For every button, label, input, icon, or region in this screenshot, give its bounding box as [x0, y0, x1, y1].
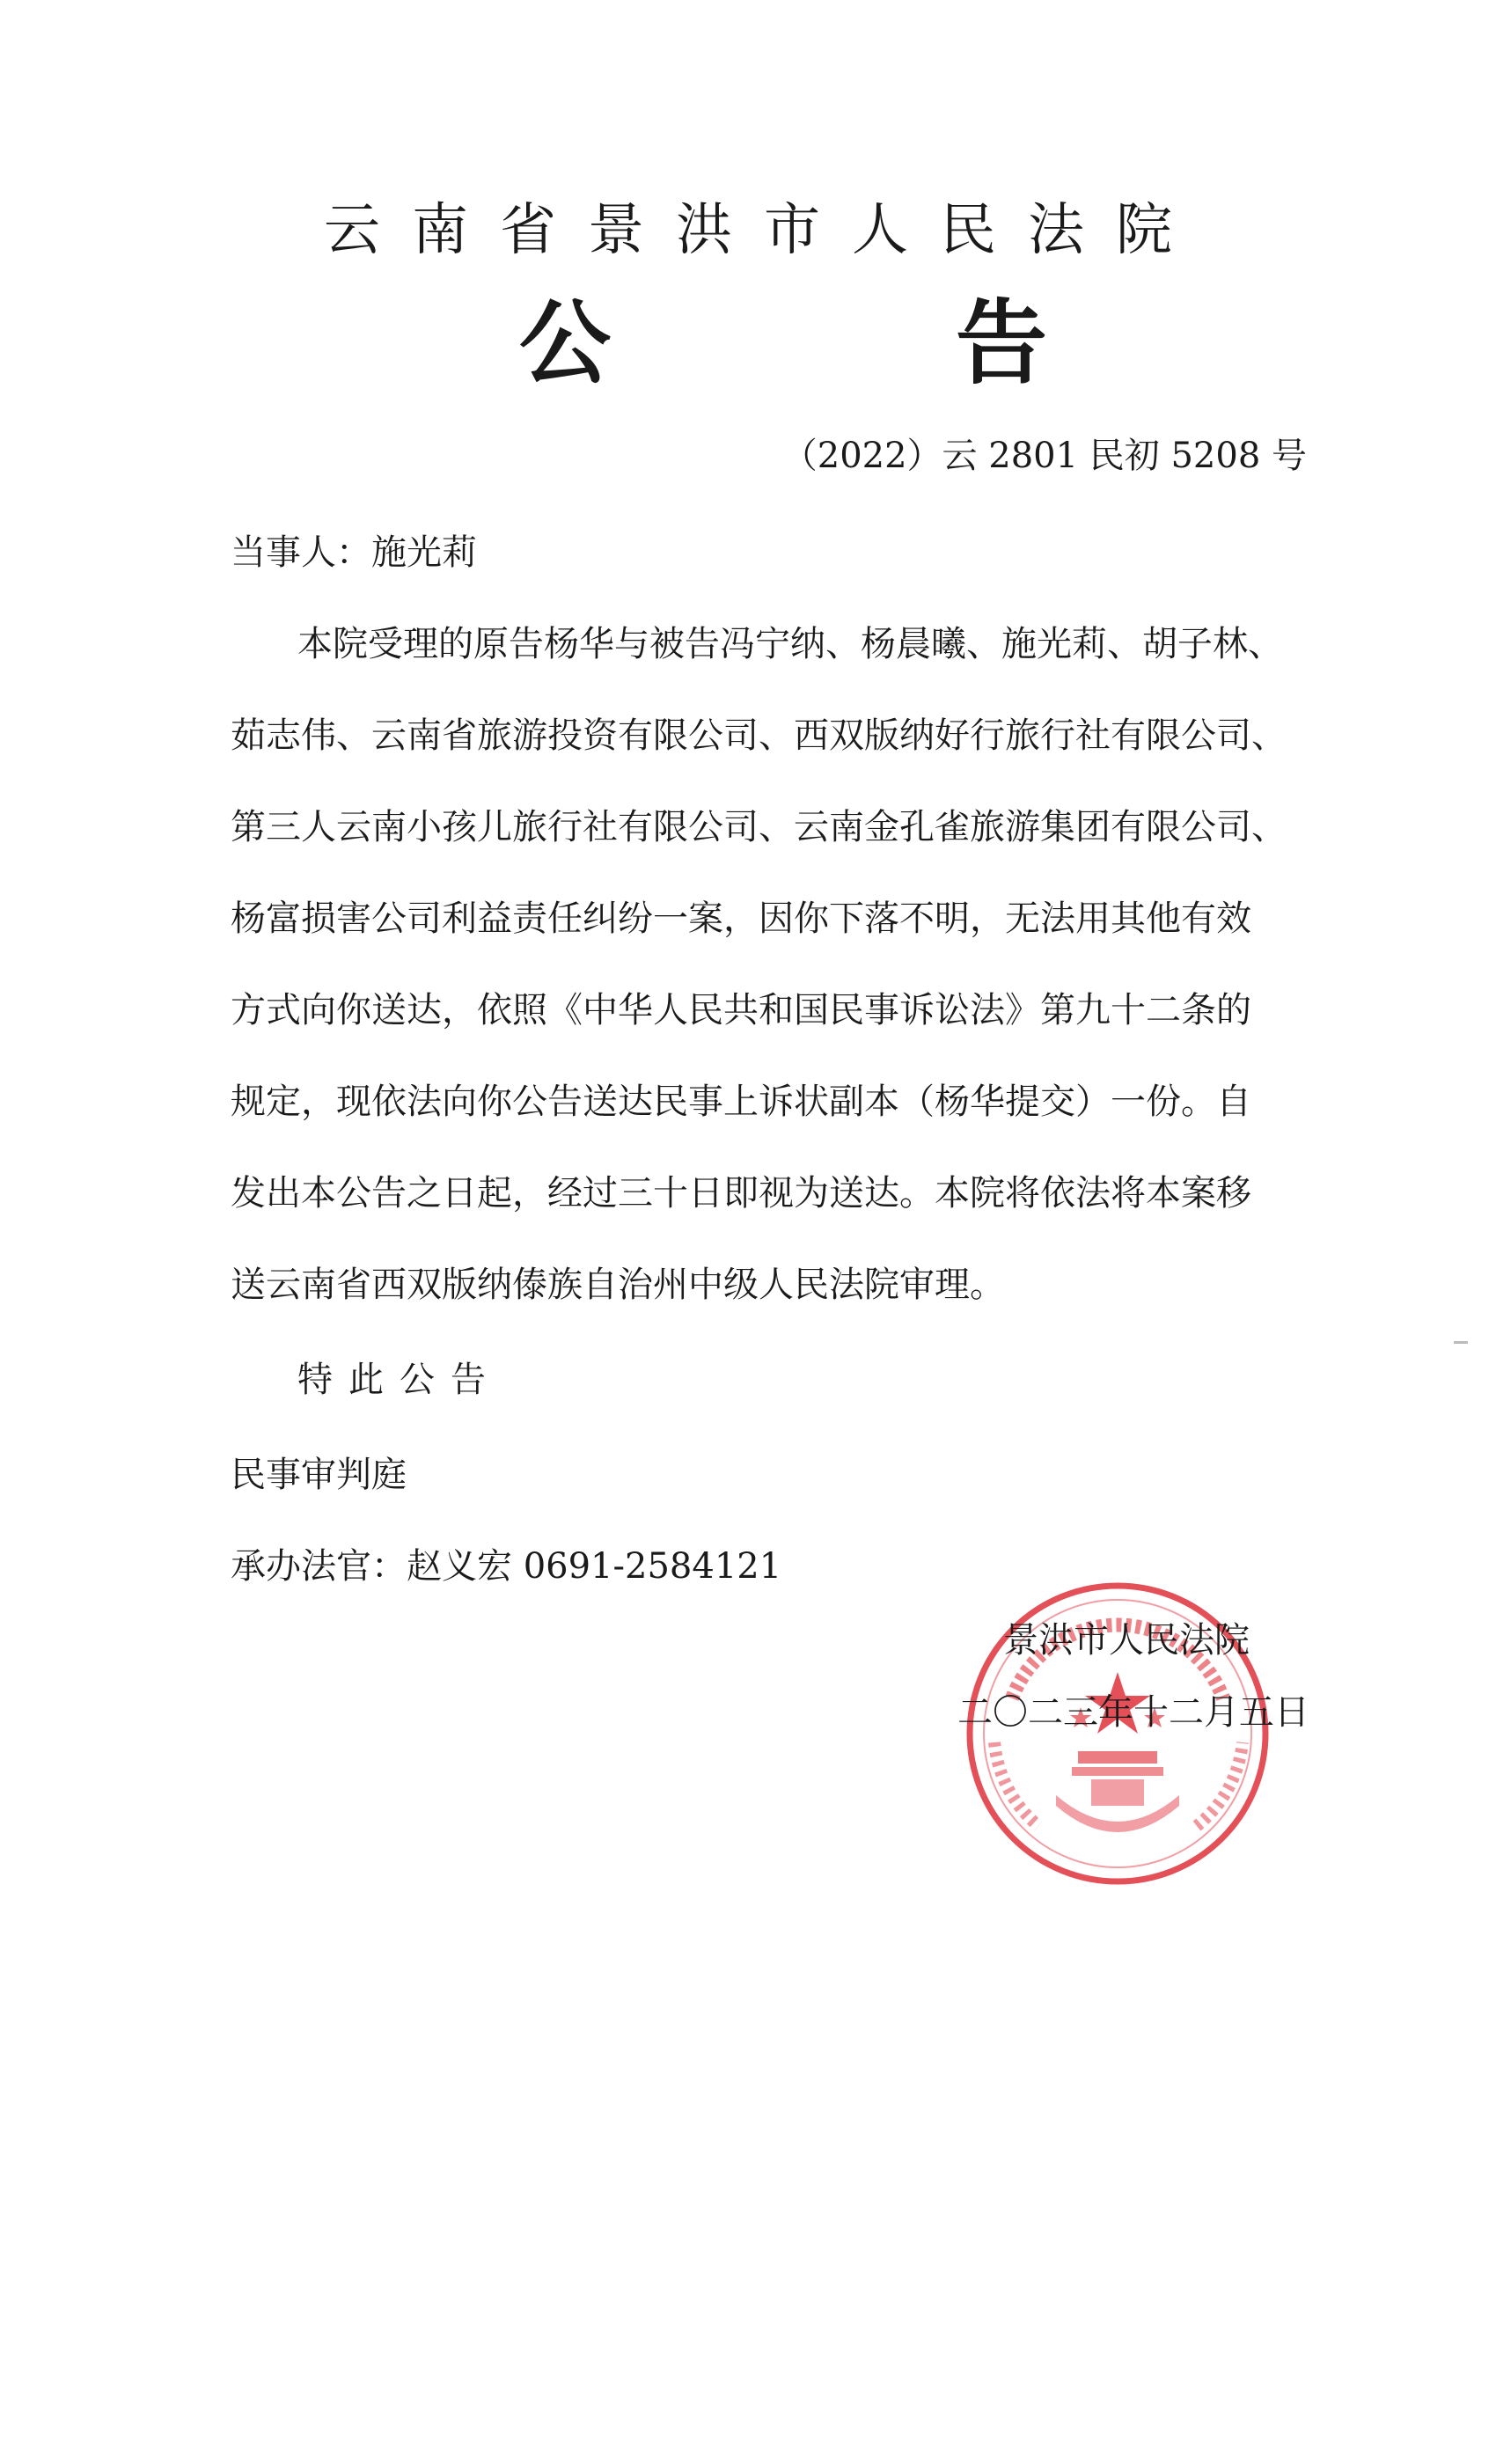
judge-contact: 承办法官：赵义宏 0691-2584121: [231, 1546, 782, 1587]
notice-title: [519, 290, 1047, 396]
notice-title-right: 告: [955, 289, 1047, 397]
body-paragraph-line: 杨富损害公司利益责任纠纷一案，因你下落不明，无法用其他有效: [231, 898, 1251, 939]
body-paragraph-line: 送云南省西双版纳傣族自治州中级人民法院审理。: [231, 1265, 1005, 1305]
body-paragraph-line: 第三人云南小孩儿旅行社有限公司、云南金孔雀旅游集团有限公司、: [231, 807, 1287, 847]
notice-title-left: 公: [519, 289, 612, 397]
body-paragraph-line: 发出本公告之日起，经过三十日即视为送达。本院将依法将本案移: [231, 1173, 1251, 1214]
party-line: 当事人：施光莉: [231, 532, 477, 573]
closing-phrase: 特此公告: [297, 1360, 502, 1400]
court-name: 云南省景洪市人民法院: [324, 198, 1204, 263]
body-paragraph-line: 本院受理的原告杨华与被告冯宁纳、杨晨曦、施光莉、胡子林、: [297, 624, 1283, 664]
body-paragraph-line: 方式向你送达，依照《中华人民共和国民事诉讼法》第九十二条的: [231, 990, 1251, 1030]
body-paragraph-line: 茹志伟、云南省旅游投资有限公司、西双版纳好行旅行社有限公司、: [231, 715, 1287, 756]
signature-date: 二〇二三年十二月五日: [957, 1692, 1309, 1733]
scan-mark: [1454, 1341, 1468, 1344]
body-paragraph-line: 规定，现依法向你公告送达民事上诉状副本（杨华提交）一份。自: [231, 1082, 1251, 1122]
tribunal-name: 民事审判庭: [231, 1455, 407, 1495]
signature-court: 景洪市人民法院: [1003, 1620, 1250, 1661]
case-number: （2022）云 2801 民初 5208 号: [781, 436, 1307, 476]
